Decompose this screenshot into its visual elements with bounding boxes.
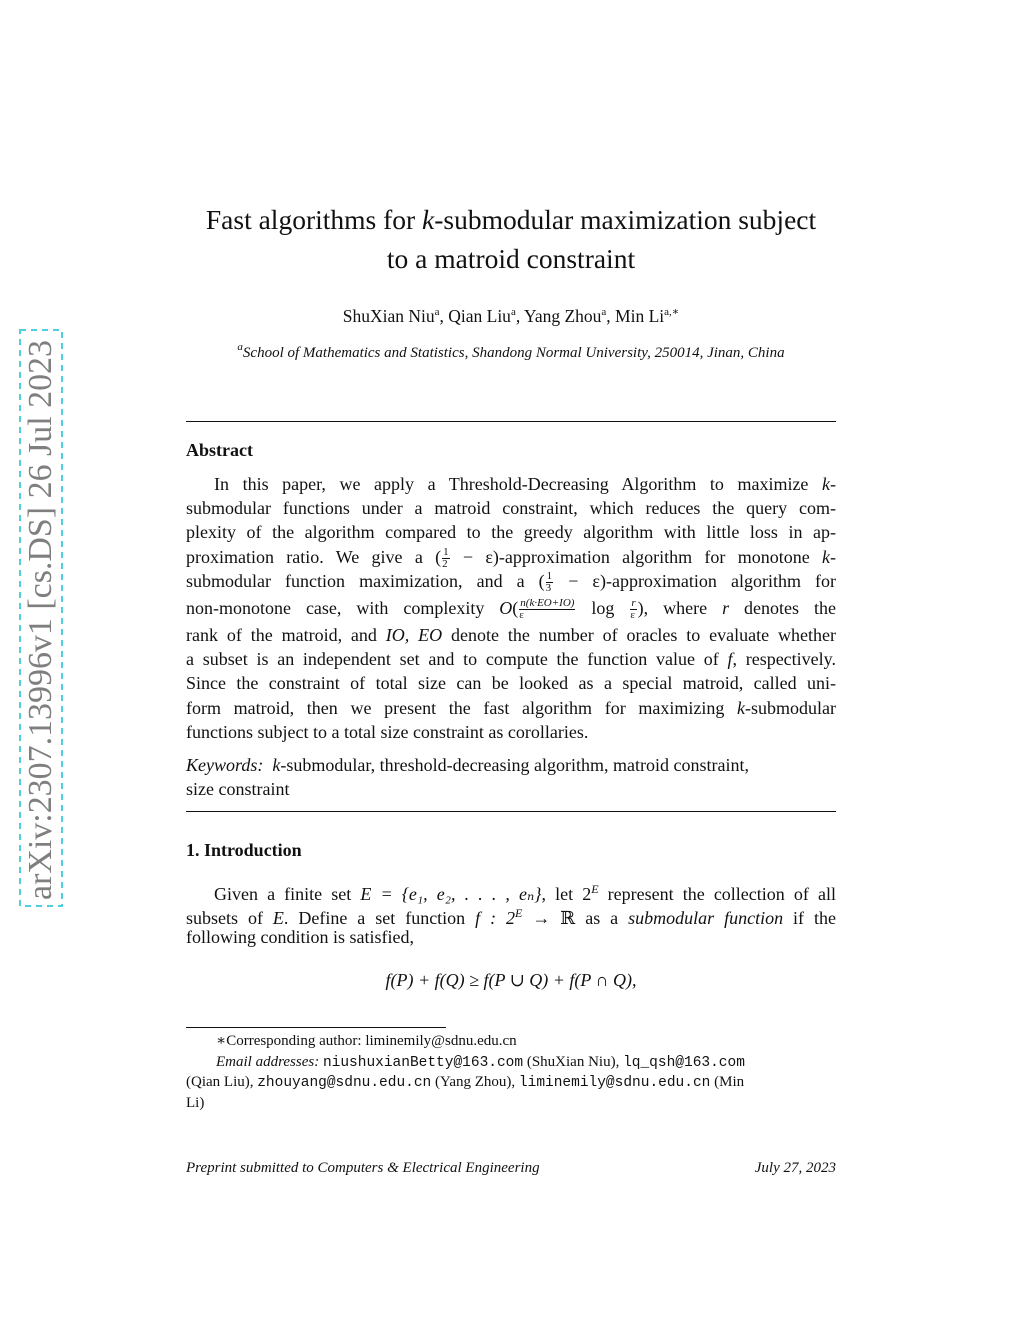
author-mark: a xyxy=(601,306,607,318)
abstract-line: functions subject to a total size constraint as corollaries. xyxy=(186,721,589,742)
email-label: Email addresses: xyxy=(216,1053,320,1070)
keywords-label: Keywords: xyxy=(186,755,264,775)
abstract-line xyxy=(186,472,836,496)
text: ), where xyxy=(637,597,723,618)
text: (ShuXian Niu), xyxy=(523,1053,624,1070)
text: - xyxy=(829,546,836,567)
fraction xyxy=(630,598,636,621)
frac-num: 1 xyxy=(443,545,449,558)
text: → ℝ as a xyxy=(522,908,629,929)
introduction-body xyxy=(186,877,836,950)
frac-den: 2 xyxy=(442,557,448,570)
paper-title xyxy=(186,200,836,278)
abstract-body xyxy=(186,472,836,744)
math-k: k xyxy=(821,546,830,567)
text: denotes the xyxy=(729,597,836,618)
emphasis: submodular function xyxy=(628,908,784,929)
text: denote the number of oracles to evaluate whether xyxy=(442,624,836,645)
text: log xyxy=(576,597,630,618)
title-text: Fast algorithms for xyxy=(205,204,423,235)
text: In this paper, we apply a Threshold-Decreasing Algorithm to maximize xyxy=(214,474,822,494)
text: , let 2 xyxy=(541,884,592,904)
author-mark: a xyxy=(434,306,440,318)
math-O: O xyxy=(499,597,513,618)
text: form matroid, then we present the fast algorithm for maximizing xyxy=(186,697,738,718)
abstract-line xyxy=(186,569,836,593)
text: (Min xyxy=(710,1074,745,1090)
text: . Define a set function xyxy=(283,908,476,929)
author-mark: a xyxy=(510,306,516,318)
intro-line xyxy=(186,877,836,904)
affiliation xyxy=(186,342,836,364)
abstract-line xyxy=(186,647,836,671)
text: subsets of xyxy=(186,908,273,929)
fraction xyxy=(519,598,575,621)
text: proximation ratio. We give a ( xyxy=(186,546,442,567)
email-link[interactable]: liminemily@sdnu.edu.cn xyxy=(518,1075,711,1091)
abstract-line: non-monotone case, with complexity O( $\frac{n(k\cdot EO+IO)}{\varepsilon}$ log $\frac{r}{\varepsilon}$ ), where r denotes the xyxy=(186,597,836,622)
math-k: k xyxy=(737,697,746,718)
fraction xyxy=(546,571,554,594)
math-k: k xyxy=(822,474,830,494)
footer-date: July 27, 2023 xyxy=(754,1160,836,1176)
title-line-2: to a matroid constraint xyxy=(386,243,636,274)
title-line-1 xyxy=(186,200,836,239)
author-name: Yang Zhou xyxy=(523,306,602,326)
email-link[interactable]: zhouyang@sdnu.edu.cn xyxy=(257,1075,432,1091)
text: (Yang Zhou), xyxy=(431,1074,519,1090)
email-link[interactable]: lq_qsh@163.com xyxy=(623,1054,745,1071)
affiliation-text: School of Mathematics and Statistics, Shandong Normal University, 250014, Jinan, China xyxy=(242,345,785,361)
text: non-monotone case, with complexity xyxy=(186,597,500,618)
footnote-emails xyxy=(186,1072,836,1093)
text: - xyxy=(830,474,836,494)
math-io-eo: IO, EO xyxy=(385,624,443,645)
frac-den: ε xyxy=(630,609,636,622)
frac-den: ε xyxy=(519,609,524,622)
title-k: k xyxy=(422,204,435,235)
text: (Qian Liu), xyxy=(186,1074,258,1090)
footnote-rule xyxy=(186,1027,446,1028)
footer-journal: Preprint submitted to Computers & Electrical Engineering xyxy=(186,1160,540,1176)
intro-line: following condition is satisfied, xyxy=(186,927,414,948)
arxiv-stamp-text: arXiv:2307.13996v1 [cs.DS] 26 Jul 2023 xyxy=(22,339,59,900)
divider-top xyxy=(186,421,836,422)
introduction-heading: 1. Introduction xyxy=(186,840,302,860)
divider-bottom xyxy=(186,811,836,812)
text: Given a finite set xyxy=(214,884,361,904)
affiliation-mark: a xyxy=(237,341,243,353)
keywords-line: size constraint xyxy=(186,779,290,800)
keywords xyxy=(186,753,836,801)
text: , respectively. xyxy=(732,649,836,670)
author-list: ShuXian Niu$^a$, Qian Liu$^a$, Yang Zhou$^a$, Min $Li^{a,∗}$ xyxy=(342,306,680,326)
text: submodular function maximization, and a ( xyxy=(186,570,545,591)
text: − ε)-approximation algorithm for monotone xyxy=(450,546,822,567)
abstract-line xyxy=(186,696,836,720)
author-name: ShuXian Niu xyxy=(342,306,435,326)
text: if the xyxy=(783,908,836,929)
text: -submodular xyxy=(745,697,836,718)
footnote-star: ∗Corresponding author: liminemily@sdnu.edu.cn xyxy=(216,1033,517,1049)
math-k: k xyxy=(272,755,281,775)
text: -submodular, threshold-decreasing algorithm, matroid constraint, xyxy=(280,755,749,775)
author-name: Min Li xyxy=(615,306,665,326)
text: a subset is an independent set and to compute the function value of xyxy=(186,649,728,670)
text: rank of the matroid, and xyxy=(186,624,386,645)
fraction xyxy=(442,547,450,570)
frac-den: 3 xyxy=(545,582,552,595)
abstract-line: submodular functions under a matroid constraint, which reduces the query com- xyxy=(186,498,836,519)
abstract-line xyxy=(186,623,836,647)
footnote xyxy=(186,1031,836,1113)
frac-num: n(k·EO+IO) xyxy=(520,597,575,610)
text: − ε)-approximation algorithm for xyxy=(554,570,836,591)
math-E: E xyxy=(272,908,284,929)
abstract-heading: Abstract xyxy=(186,440,253,460)
abstract-line: plexity of the algorithm compared to the greedy algorithm with little loss in ap- xyxy=(186,522,836,543)
intro-line xyxy=(186,901,836,929)
math-sup: E xyxy=(591,882,599,896)
arxiv-stamp xyxy=(18,328,64,908)
math-r: r xyxy=(722,597,730,618)
footnote-emails xyxy=(186,1052,836,1073)
title-text: -submodular maximization subject xyxy=(434,204,817,235)
keywords-line xyxy=(186,753,836,777)
email-link[interactable]: niushuxianBetty@163.com xyxy=(322,1054,524,1071)
footnote-emails: Li) xyxy=(186,1094,205,1111)
frac-num: r xyxy=(631,597,636,610)
equation-submodular: f(P) + f(Q) ≥ f(P ∪ Q) + f(P ∩ Q), xyxy=(385,970,637,990)
abstract-line xyxy=(186,545,836,569)
text: represent the collection of all xyxy=(598,884,836,904)
math-sup: E xyxy=(515,906,523,921)
author-name: Qian Liu xyxy=(448,306,511,326)
abstract-line: Since the constraint of total size can be looked as a special matroid, called uni- xyxy=(186,673,836,694)
math-f: f : 2 xyxy=(475,908,516,929)
math-set: E = {e₁, e₂, . . . , eₙ} xyxy=(360,884,542,904)
frac-num: 1 xyxy=(546,570,553,583)
author-mark: a,∗ xyxy=(664,306,680,318)
math-f: f xyxy=(727,649,733,670)
